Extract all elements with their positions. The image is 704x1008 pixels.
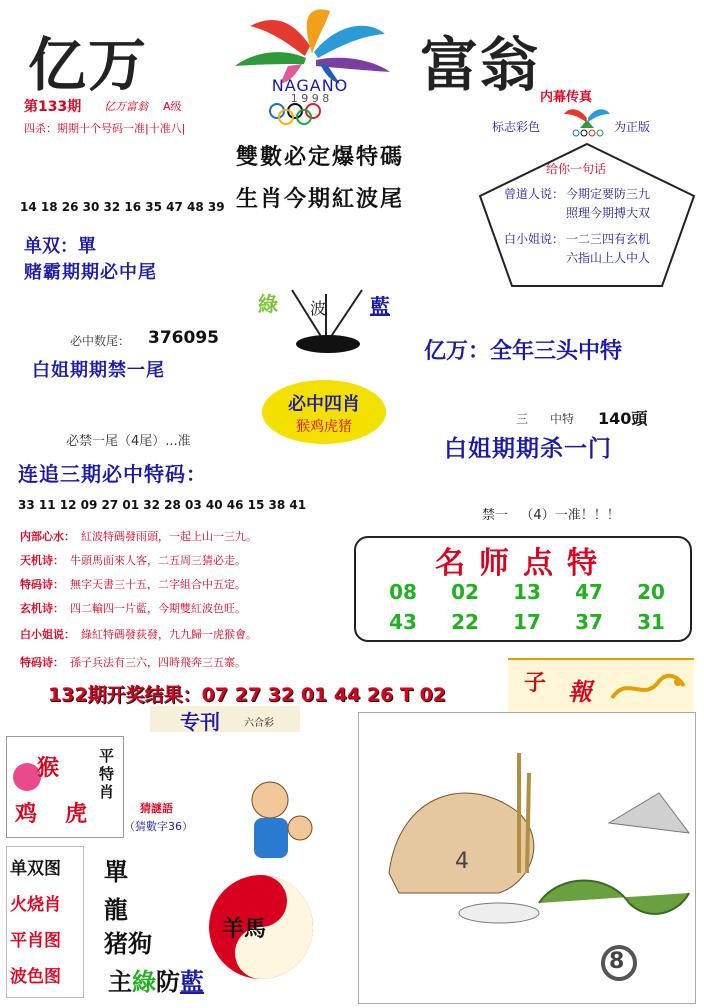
famous-title: 名师点特 <box>435 546 611 581</box>
famous-number: 08 <box>389 580 417 604</box>
bowl-left: 綠 <box>258 292 278 316</box>
streak-numbers: 33 11 12 09 27 01 32 28 03 40 46 15 38 41 <box>18 498 307 512</box>
zodiac-side: 平特肖 <box>99 747 115 801</box>
fax-left: 标志彩色 <box>492 120 541 134</box>
famous-number: 13 <box>513 580 541 604</box>
newspaper-zi: 子 <box>524 671 547 696</box>
kids-illustration <box>230 770 320 870</box>
bottom-pig-dog: 猪狗 <box>104 929 152 958</box>
bottom-dragon: 龍 <box>104 895 128 924</box>
famous-number: 17 <box>513 610 541 634</box>
famous-number: 20 <box>637 580 665 604</box>
picture-eight: 8 <box>609 949 625 974</box>
saying-2-line2: 六指山上人中人 <box>566 251 651 265</box>
issue-grade: A级 <box>163 100 182 113</box>
famous-number: 37 <box>575 610 603 634</box>
famous-number: 31 <box>637 610 665 634</box>
newspaper-bao: 報 <box>568 678 592 706</box>
famous-number: 02 <box>451 580 479 604</box>
chart-fire: 火烧肖 <box>10 895 61 915</box>
saying-1-line2: 照理今期搏大双 <box>566 206 651 220</box>
bowl-right: 藍 <box>370 294 390 318</box>
zodiac-box <box>6 736 124 838</box>
dragon-icon <box>608 668 688 708</box>
zodiac-c: 虎 <box>65 802 88 827</box>
poem-row: 特码诗： 孫子兵法有三六，四時飛奔三五寨。 <box>20 656 246 669</box>
riddle-hint: （猜數字36） <box>124 820 193 833</box>
newspaper-header <box>508 658 694 712</box>
four-zodiac-badge <box>262 380 386 444</box>
famous-number: 43 <box>389 610 417 634</box>
bottom-sheep-horse: 羊馬 <box>222 916 267 942</box>
famous-number: 22 <box>451 610 479 634</box>
fax-title: 内幕传真 <box>540 90 593 105</box>
single-double-label: 单双：單 <box>24 236 96 257</box>
issue-number: 第133期 <box>24 99 82 115</box>
ban-one: 禁一 （4）一准！！！ <box>482 508 620 523</box>
kill-line2: 白姐期期杀一门 <box>444 436 612 462</box>
zhuankan-title: 专刊 <box>180 710 220 734</box>
four-zodiac-title: 必中四肖 <box>288 394 360 415</box>
poem-row: 天机诗： 牛頭馬面來人客，二五周三猜必走。 <box>20 554 246 567</box>
zodiac-a: 猴 <box>37 756 60 781</box>
riddle-label: 猜謎語 <box>140 802 173 815</box>
zhuankan-banner <box>150 706 300 732</box>
nagano-logo <box>210 6 410 126</box>
saying-speaker-2: 白小姐说： <box>504 232 565 246</box>
famous-number: 47 <box>575 580 603 604</box>
poem-row: 白小姐说： 綠紅特碼發荻發，九九歸一虎猴會。 <box>20 628 257 641</box>
three-heads: 亿万：全年三头中特 <box>424 339 623 364</box>
logo-brand: NAGANO <box>271 76 349 95</box>
zhuankan-sub: 六合彩 <box>244 718 274 729</box>
four-zodiac-animals: 猴鸡虎猪 <box>296 419 352 435</box>
olympic-rings-icon <box>265 102 355 126</box>
streak-title: 连追三期必中特码： <box>18 462 207 486</box>
kill-value: 140頭 <box>598 409 648 428</box>
bottom-guard-line: 主綠防藍 <box>108 968 204 996</box>
logo-year: 1 9 9 8 <box>290 92 330 105</box>
headline-1: 雙數必定爆特碼 <box>236 144 405 170</box>
saying-speaker-1: 曾道人说： <box>504 187 565 201</box>
bottom-single: 單 <box>104 857 128 886</box>
zodiac-b: 鸡 <box>15 802 38 827</box>
chart-single-double: 单双图 <box>10 859 61 879</box>
fax-subtitle: 给你一句话 <box>546 162 607 176</box>
title-left: 亿万 <box>28 31 149 99</box>
fax-right: 为正版 <box>614 120 651 134</box>
picture-digit: 4 <box>455 849 469 874</box>
kill-left: 三 <box>516 412 529 426</box>
ban-tail: 必禁一尾（4尾）...准 <box>66 434 191 449</box>
tail-line2: 白姐期期禁一尾 <box>32 360 165 381</box>
single-double-line2: 赌霸期期必中尾 <box>24 262 157 283</box>
bowl-mid: 波 <box>310 299 327 318</box>
numbers-line-1: 14 18 26 30 32 16 35 47 48 39 <box>20 200 225 214</box>
single-double-value: 單 <box>78 236 96 257</box>
small-logo-icon <box>560 104 614 138</box>
chart-wave: 波色图 <box>10 967 61 987</box>
issue-brand: 亿万富翁 <box>104 100 148 113</box>
title-right: 富翁 <box>420 31 541 99</box>
poem-row: 内部心水： 紅波特碼發雨頭，一起上山一三九。 <box>20 530 257 543</box>
tail-label: 必中数尾： <box>70 334 131 348</box>
saying-1-line1: 今期定要防三九 <box>566 187 651 201</box>
lizard-scene <box>359 713 695 1003</box>
lottery-result: 132期开奖结果：07 27 32 01 44 26 T 02 <box>48 684 447 706</box>
picture-frame <box>358 712 696 1004</box>
chart-flat: 平肖图 <box>10 931 61 951</box>
kill-mid: 中特 <box>550 412 575 426</box>
tail-value: 376095 <box>148 328 219 348</box>
poem-row: 特码诗： 無字天書三十五，二字組合中五定。 <box>20 578 246 591</box>
saying-2-line1: 一二三四有玄机 <box>566 232 651 246</box>
issue-note: 四杀：期期十个号码一准|十准八| <box>24 122 186 135</box>
headline-2: 生肖今期紅波尾 <box>236 186 405 212</box>
poem-row: 玄机诗： 四二輸四一片藍，今期雙紅波色旺。 <box>20 602 246 615</box>
